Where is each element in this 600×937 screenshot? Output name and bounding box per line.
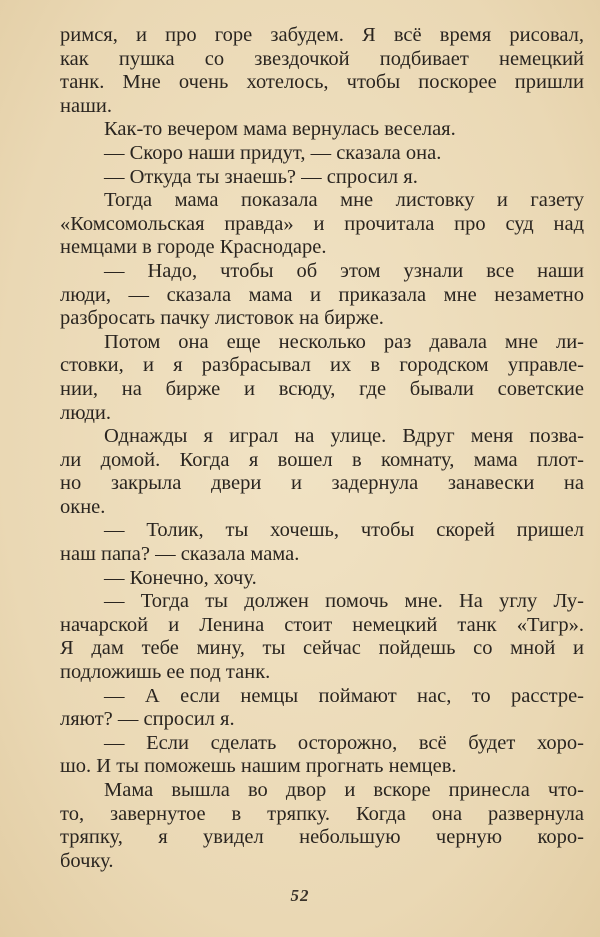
text-line: — А если немцы поймают нас, то расстре- bbox=[104, 684, 584, 707]
text-line: — Конечно, хочу. bbox=[104, 566, 257, 589]
text-line: тряпку, я увидел небольшую черную коро- bbox=[60, 826, 584, 849]
text-line: наш папа? — сказала мама. bbox=[60, 543, 300, 566]
text-line: Потом она еще несколько раз давала мне ли- bbox=[104, 330, 584, 353]
text-line: ляют? — спросил я. bbox=[60, 708, 235, 731]
text-line: Однажды я играл на улице. Вдруг меня позва- bbox=[104, 425, 584, 448]
text-line: как пушка со звездочкой подбивает немецкий bbox=[60, 47, 584, 70]
text-line: люди, — сказала мама и приказала мне незаметно bbox=[60, 283, 584, 306]
text-line: римся, и про горе забудем. Я всё время рисовал, bbox=[60, 24, 584, 46]
text-line: Мама вышла во двор и вскоре принесла что- bbox=[104, 779, 584, 801]
text-line: — Откуда ты знаешь? — спросил я. bbox=[104, 165, 418, 188]
text-line: Как-то вечером мама вернулась веселая. bbox=[104, 118, 456, 141]
text-line: — Если сделать осторожно, всё будет хоро- bbox=[104, 731, 584, 754]
text-line: — Тогда ты должен помочь мне. На углу Лу- bbox=[104, 590, 584, 613]
text-line: шо. И ты поможешь нашим прогнать немцев. bbox=[60, 755, 457, 778]
text-line: бочку. bbox=[60, 849, 114, 872]
text-line: «Комсомольская правда» и прочитала про суд над bbox=[60, 212, 584, 235]
text-line: начарской и Ленина стоит немецкий танк «Тигр». bbox=[60, 613, 584, 636]
text-line: ли домой. Когда я вошел в комнату, мама плот- bbox=[60, 448, 584, 471]
text-line: Я дам тебе мину, ты сейчас пойдешь со мной и bbox=[60, 637, 584, 660]
text-line: наши. bbox=[60, 94, 112, 117]
text-line: люди. bbox=[60, 401, 112, 424]
page-text bbox=[60, 24, 584, 873]
text-line: — Толик, ты хочешь, чтобы скорей пришел bbox=[104, 519, 584, 542]
text-line: но закрыла двери и задернула занавески на bbox=[60, 472, 584, 495]
text-line: — Скоро наши придут, — сказала она. bbox=[104, 141, 442, 164]
page-number: 52 bbox=[290, 886, 310, 905]
text-line: танк. Мне очень хотелось, чтобы поскорее пришли bbox=[60, 71, 584, 94]
text-line: Тогда мама показала мне листовку и газету bbox=[104, 189, 584, 212]
text-line: немцами в городе Краснодаре. bbox=[60, 236, 327, 259]
text-line: окне. bbox=[60, 495, 106, 518]
text-line: разбросать пачку листовок на бирже. bbox=[60, 307, 384, 330]
text-line: нии, на бирже и всюду, где бывали советские bbox=[60, 377, 584, 400]
text-line: — Надо, чтобы об этом узнали все наши bbox=[104, 259, 584, 282]
text-line: стовки, и я разбрасывал их в городском управле- bbox=[60, 354, 584, 377]
text-line: подложишь ее под танк. bbox=[60, 661, 271, 684]
text-line: то, завернутое в тряпку. Когда она развернула bbox=[60, 802, 584, 825]
